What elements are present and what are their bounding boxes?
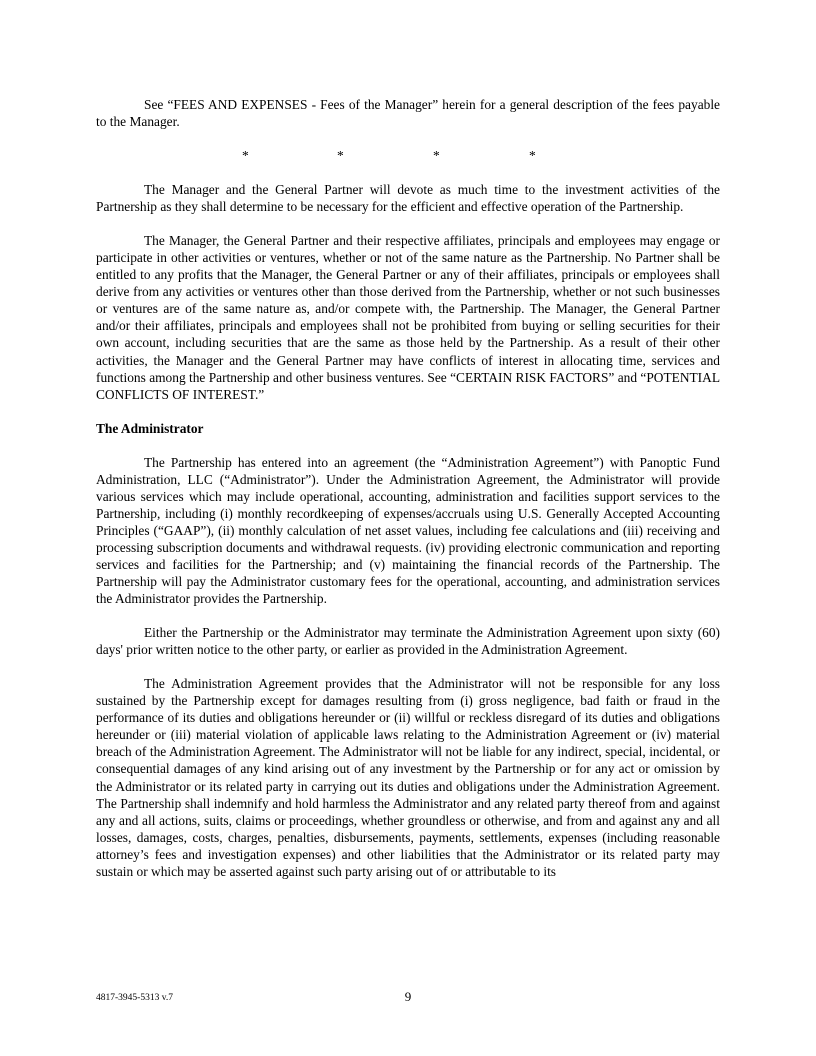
separator-asterisk: *	[529, 148, 536, 164]
footer-page-number: 9	[404, 989, 412, 1004]
section-heading-administrator: The Administrator	[96, 420, 204, 436]
footer-document-id: 4817-3945-5313 v.7	[96, 993, 173, 1003]
separator-asterisk: *	[433, 148, 440, 164]
paragraph-administration-agreement: The Partnership has entered into an agreement (the “Administration Agreement”) with Panoptic Fund Administration, LLC (“Administrator”). Under the Administration Agreement, the Administrator will provide various services which may include operational, accounting, administration and facilities support services to the Partnership, including (i) monthly recordkeeping of expenses/accruals using U.S. Generally Accepted Accounting Principles (“GAAP”), (ii) monthly calculation of net asset values, including fee calculations and (iii) receiving and processing subscription documents and withdrawal requests. (iv) providing electronic communication and reporting services and facilities for the Partnership; and (v) maintaining the financial records of the Partnership. The Partnership will pay the Administrator customary fees for the operational, accounting, and administration services the Administrator provides the Partnership.	[96, 454, 720, 607]
paragraph-fees-reference: See “FEES AND EXPENSES - Fees of the Manager” herein for a general description of the fees payable to the Manager.	[96, 97, 720, 130]
paragraph-liability-indemnification: The Administration Agreement provides that the Administrator will not be responsible for any loss sustained by the Partnership except for damages resulting from (i) gross negligence, bad faith or fraud in the performance of its duties and obligations hereunder or (ii) willful or reckless disregard of its duties and obligations hereunder or (iii) material violation of applicable laws relating to the Administration Agreement or (iv) material breach of the Administration Agreement. The Administrator will not be liable for any indirect, special, incidental, or consequential damages of any kind arising out of any investment by the Partnership or for any act or omission by the Administrator or its related party in carrying out its duties and obligations under the Administration Agreement. The Partnership shall indemnify and hold harmless the Administrator and any related party thereof from and against any and all actions, suits, claims or proceedings, whether groundless or otherwise, and from and against any and all losses, damages, costs, charges, penalties, disbursements, payments, settlements, expenses (including reasonable attorney’s fees and investigation expenses) and other liabilities that the Administrator or its related party may sustain or which may be asserted against such party arising out of or attributable to its	[96, 676, 720, 879]
document-page	[96, 96, 720, 897]
section-separator	[96, 147, 720, 164]
separator-asterisk: *	[337, 148, 344, 164]
paragraph-time-devotion: The Manager and the General Partner will devote as much time to the investment activities of the Partnership as they shall determine to be necessary for the efficient and effective operation of the Partnership.	[96, 182, 720, 215]
paragraph-termination: Either the Partnership or the Administrator may terminate the Administration Agreement upon sixty (60) days' prior written notice to the other party, or earlier as provided in the Administration Agreement.	[96, 625, 720, 658]
separator-asterisk: *	[242, 148, 249, 164]
paragraph-other-activities: The Manager, the General Partner and their respective affiliates, principals and employees may engage or participate in other activities or ventures, whether or not of the same nature as the Partnership. No Partner shall be entitled to any profits that the Manager, the General Partner or any of their affiliates, principals or employees shall derive from any activities or ventures other than those derived from the Partnership, whether or not such businesses or ventures are of the same nature as, and/or compete with, the Partnership. The Manager, the General Partner and/or their affiliates, principals and employees shall not be prohibited from buying or selling securities for their own account, including securities that are the same as those held by the Partnership. As a result of their other activities, the Manager and the General Partner may have conflicts of interest in allocating time, services and functions among the Partnership and other business ventures. See “CERTAIN RISK FACTORS” and “POTENTIAL CONFLICTS OF INTEREST.”	[96, 233, 720, 402]
